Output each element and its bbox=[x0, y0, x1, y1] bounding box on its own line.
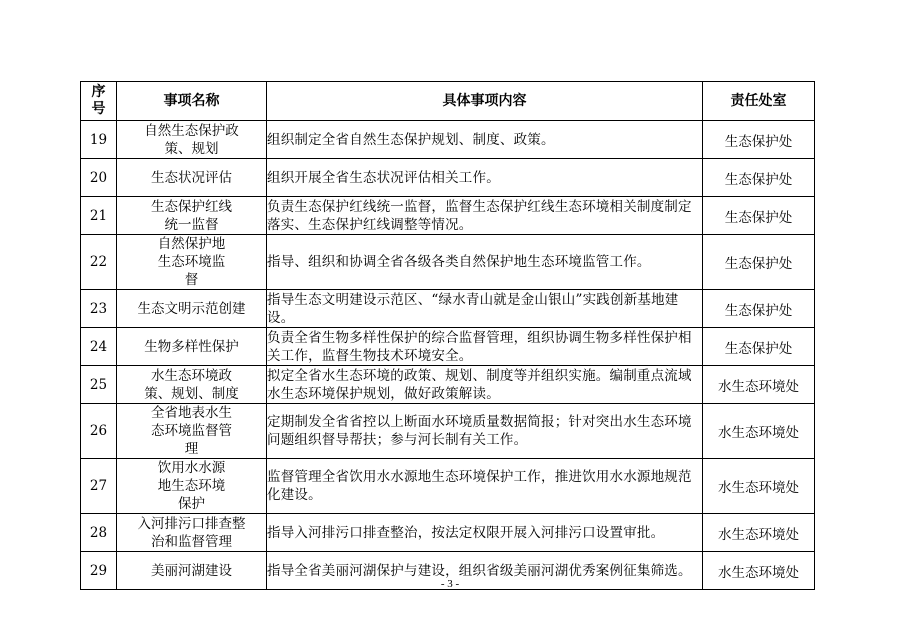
row-item-name bbox=[117, 514, 267, 552]
row-item-content: 负责生态保护红线统一监督，监督生态保护红线生态环境相关制度制定落实、生态保护红线调整等情况。 bbox=[267, 197, 703, 235]
row-responsible-office: 生态保护处 bbox=[703, 235, 815, 290]
page-number: - 3 - bbox=[440, 578, 460, 590]
row-serial-number: 22 bbox=[81, 235, 117, 290]
row-item-content: 组织制定全省自然生态保护规划、制度、政策。 bbox=[267, 121, 703, 159]
row-item-name-text: 入河排污口排查整治和监督管理 bbox=[137, 515, 246, 550]
table-row bbox=[81, 459, 815, 514]
row-responsible-office: 水生态环境处 bbox=[703, 366, 815, 404]
row-serial-number: 25 bbox=[81, 366, 117, 404]
row-item-name-text: 自然保护地生态环境监督 bbox=[157, 236, 226, 288]
row-responsible-office: 生态保护处 bbox=[703, 159, 815, 197]
row-responsible-office: 生态保护处 bbox=[703, 290, 815, 328]
row-responsible-office: 水生态环境处 bbox=[703, 514, 815, 552]
row-item-name-text: 饮用水水源地生态环境保护 bbox=[157, 460, 226, 512]
row-item-content: 指导、组织和协调全省各级各类自然保护地生态环境监管工作。 bbox=[267, 235, 703, 290]
row-serial-number: 19 bbox=[81, 121, 117, 159]
row-item-name-text: 美丽河湖建设 bbox=[151, 562, 232, 579]
row-item-name-text: 全省地表水生态环境监督管理 bbox=[151, 405, 232, 457]
table-row bbox=[81, 404, 815, 459]
row-responsible-office: 生态保护处 bbox=[703, 328, 815, 366]
row-item-content: 指导生态文明建设示范区、“绿水青山就是金山银山”实践创新基地建设。 bbox=[267, 290, 703, 328]
row-serial-number: 27 bbox=[81, 459, 117, 514]
row-item-content: 拟定全省水生态环境的政策、规划、制度等并组织实施。编制重点流域水生态环境保护规划，做好政策解读。 bbox=[267, 366, 703, 404]
row-responsible-office: 水生态环境处 bbox=[703, 459, 815, 514]
table-row bbox=[81, 366, 815, 404]
row-item-name-text: 生物多样性保护 bbox=[144, 338, 239, 355]
row-item-name-text: 水生态环境政策、规划、制度 bbox=[144, 367, 239, 402]
row-item-name bbox=[117, 197, 267, 235]
row-item-name bbox=[117, 121, 267, 159]
row-item-name-text: 生态文明示范创建 bbox=[137, 300, 246, 317]
row-serial-number: 28 bbox=[81, 514, 117, 552]
table-row bbox=[81, 290, 815, 328]
table-row bbox=[81, 514, 815, 552]
row-item-name bbox=[117, 404, 267, 459]
row-item-name bbox=[117, 235, 267, 290]
row-item-name-text: 生态状况评估 bbox=[151, 169, 232, 186]
row-item-content: 指导入河排污口排查整治，按法定权限开展入河排污口设置审批。 bbox=[267, 514, 703, 552]
row-item-name bbox=[117, 366, 267, 404]
table-row bbox=[81, 197, 815, 235]
row-responsible-office: 生态保护处 bbox=[703, 121, 815, 159]
row-serial-number: 24 bbox=[81, 328, 117, 366]
row-serial-number: 20 bbox=[81, 159, 117, 197]
header-item-content: 具体事项内容 bbox=[267, 82, 703, 121]
row-responsible-office: 水生态环境处 bbox=[703, 552, 815, 590]
row-item-content: 监督管理全省饮用水水源地生态环境保护工作，推进饮用水水源地规范化建设。 bbox=[267, 459, 703, 514]
row-item-content: 定期制发全省省控以上断面水环境质量数据简报；针对突出水生态环境问题组织督导帮扶；参与河长制有关工作。 bbox=[267, 404, 703, 459]
row-responsible-office: 水生态环境处 bbox=[703, 404, 815, 459]
row-item-name-text: 自然生态保护政策、规划 bbox=[144, 122, 239, 157]
row-serial-number: 21 bbox=[81, 197, 117, 235]
header-serial-number: 序号 bbox=[81, 82, 117, 121]
header-item-name: 事项名称 bbox=[117, 82, 267, 121]
matters-table bbox=[80, 81, 815, 590]
row-item-name bbox=[117, 290, 267, 328]
header-responsible-office: 责任处室 bbox=[703, 82, 815, 121]
row-responsible-office: 生态保护处 bbox=[703, 197, 815, 235]
row-item-content: 指导全省美丽河湖保护与建设，组织省级美丽河湖优秀案例征集筛选。 bbox=[267, 552, 703, 590]
table-row bbox=[81, 121, 815, 159]
row-item-name bbox=[117, 459, 267, 514]
table-row bbox=[81, 328, 815, 366]
row-serial-number: 23 bbox=[81, 290, 117, 328]
table-row bbox=[81, 235, 815, 290]
row-serial-number: 29 bbox=[81, 552, 117, 590]
row-item-content: 组织开展全省生态状况评估相关工作。 bbox=[267, 159, 703, 197]
row-item-name-text: 生态保护红线统一监督 bbox=[151, 198, 232, 233]
table-header-row bbox=[81, 82, 815, 121]
row-item-name bbox=[117, 159, 267, 197]
row-serial-number: 26 bbox=[81, 404, 117, 459]
row-item-content: 负责全省生物多样性保护的综合监督管理，组织协调生物多样性保护相关工作，监督生物技术环境安全。 bbox=[267, 328, 703, 366]
row-item-name bbox=[117, 328, 267, 366]
table-row bbox=[81, 159, 815, 197]
